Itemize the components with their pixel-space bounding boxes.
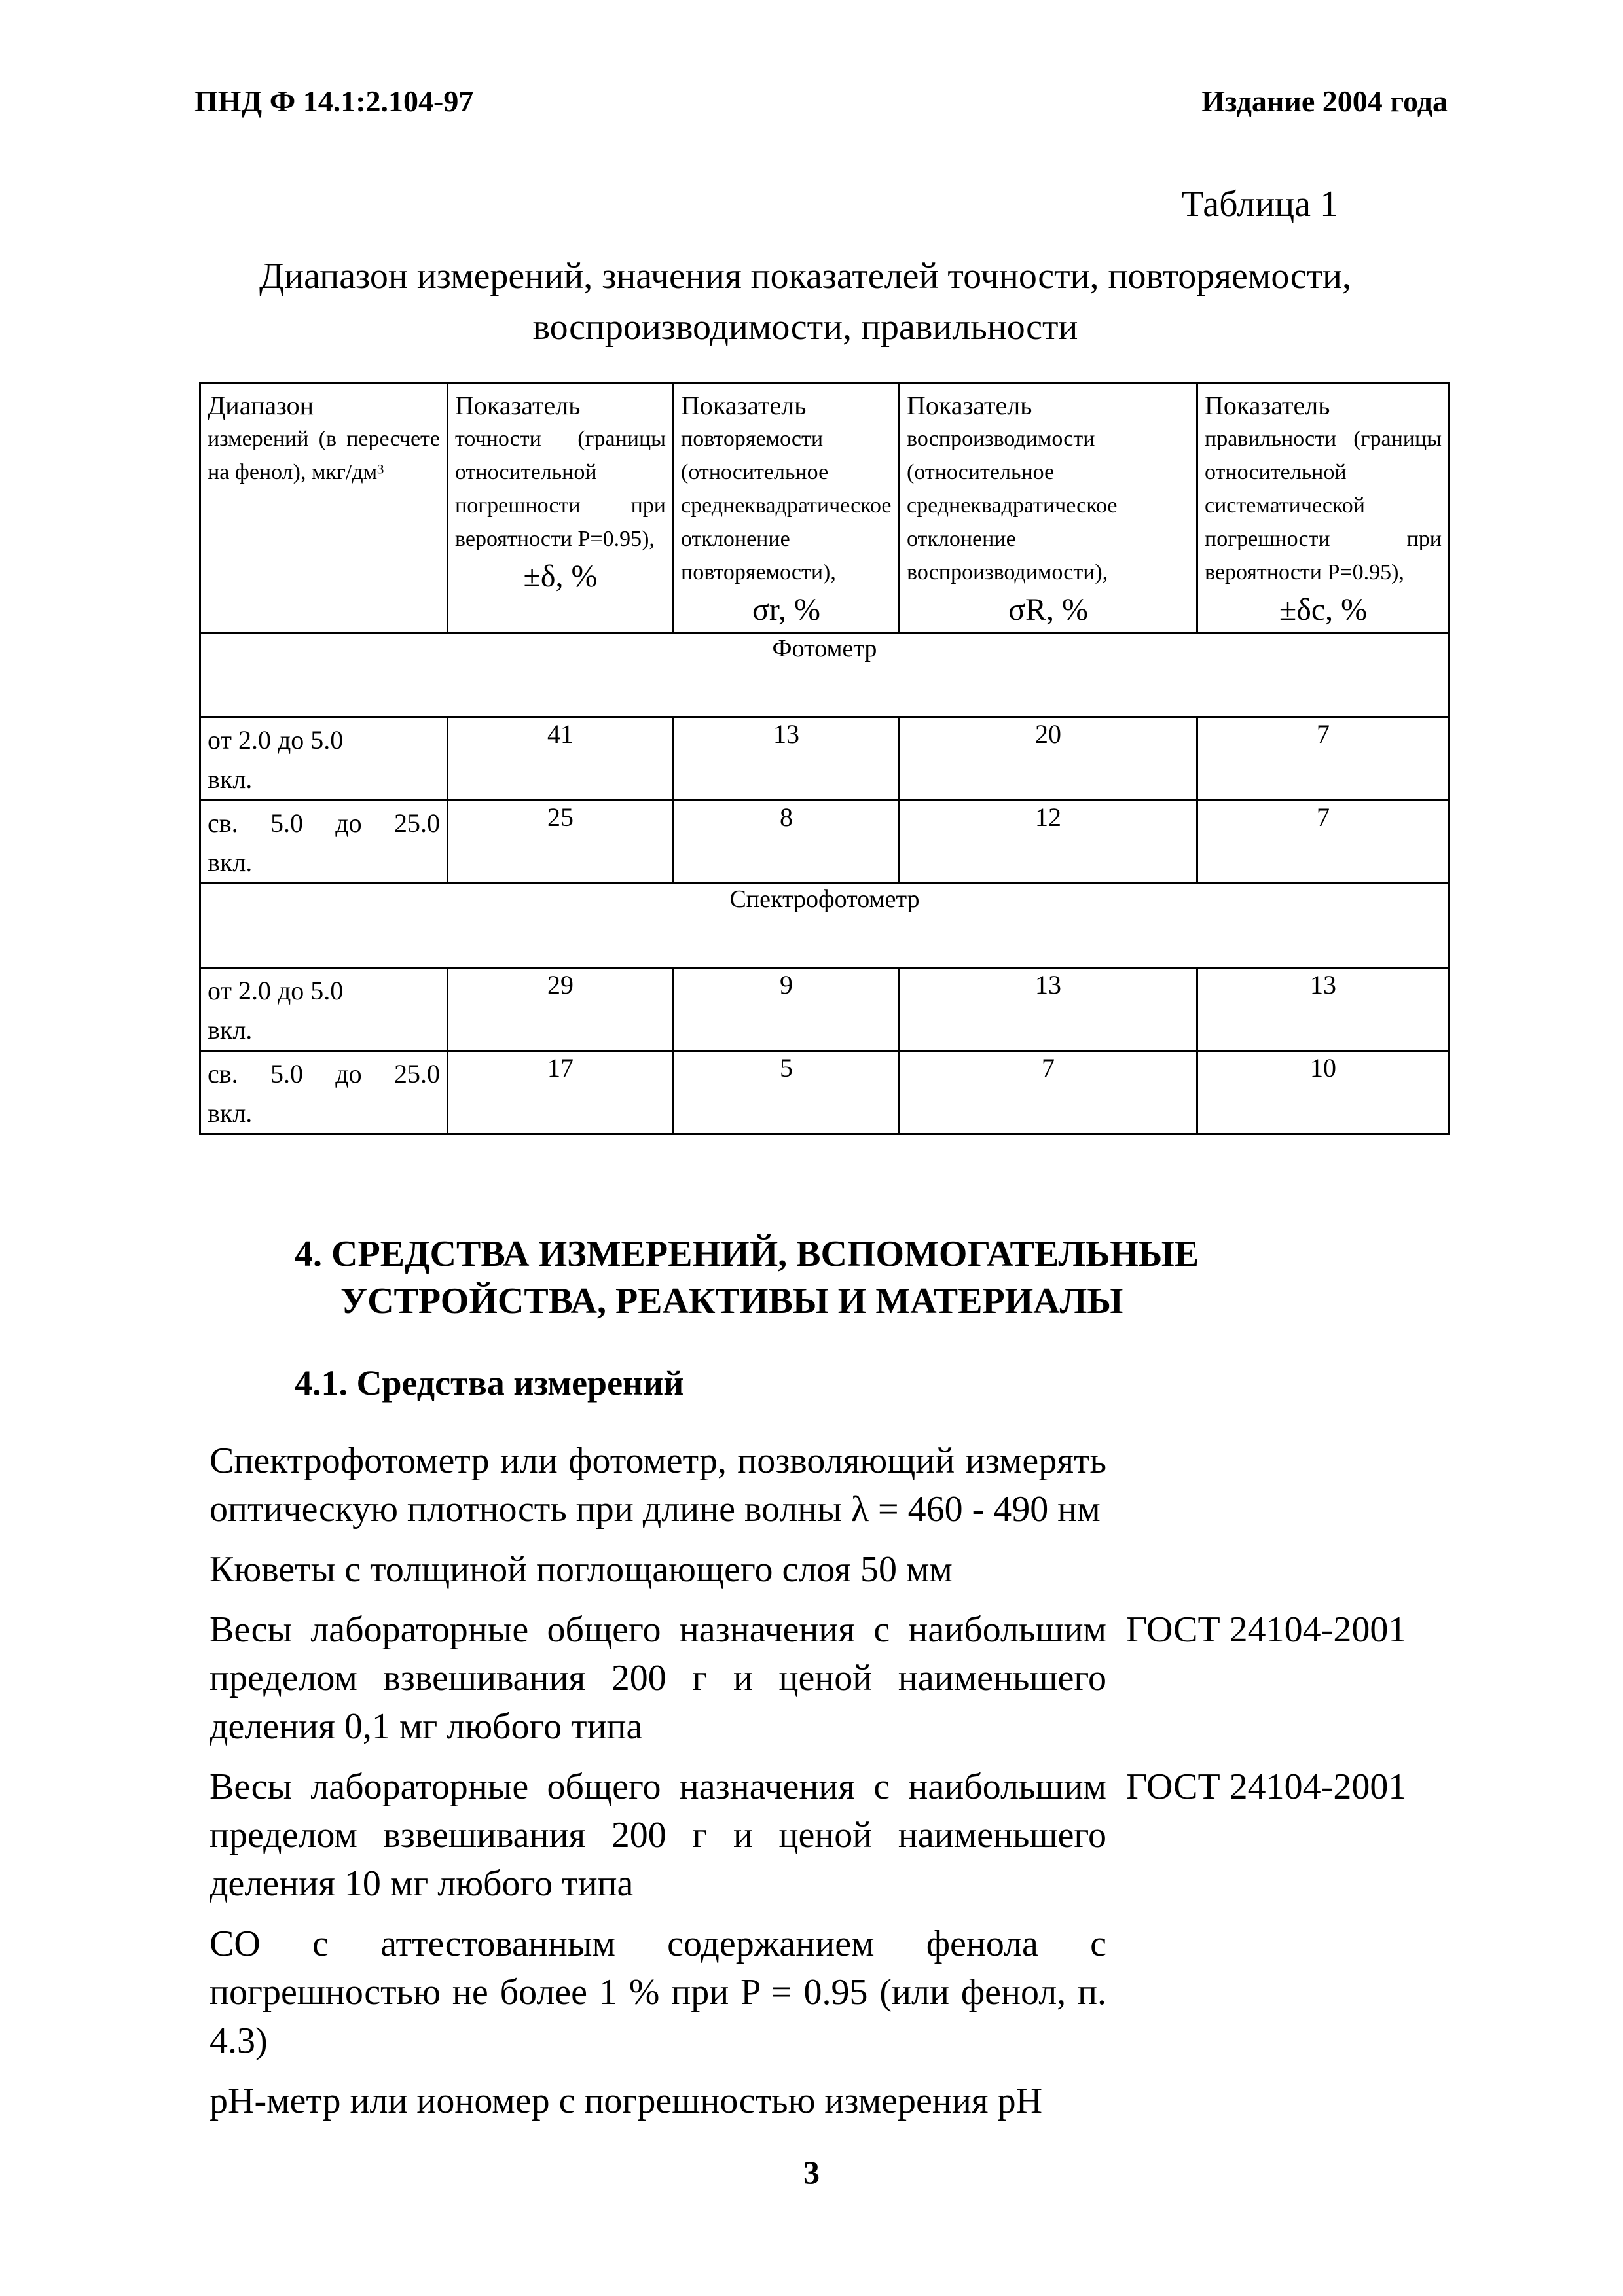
- document-code: ПНД Ф 14.1:2.104-97: [194, 84, 474, 118]
- range-cell: от 2.0 до 5.0 вкл.: [200, 968, 448, 1051]
- value-cell: 7: [1197, 800, 1450, 884]
- list-item: Кюветы с толщиной поглощающего слоя 50 мм: [210, 1549, 953, 1590]
- value-cell: 8: [674, 800, 900, 884]
- list-item: Весы лабораторные общего назначения с наибольшим пределом взвешивания 200 г и ценой наименьшего деления 0,1 мг любого типа ГОСТ 24104-2001: [210, 1605, 1453, 1751]
- range-cell: от 2.0 до 5.0 вкл.: [200, 717, 448, 800]
- header-accuracy: Показатель точности (границы относительной погрешности при вероятности P=0.95), ±δ, %: [448, 383, 674, 633]
- value-cell: 7: [1197, 717, 1450, 800]
- section-label: Фотометр: [200, 633, 1450, 717]
- subsection-4-1-title: 4.1. Средства измерений: [295, 1363, 684, 1403]
- table-row: [200, 968, 1450, 1051]
- precision-table: [199, 382, 1450, 1135]
- symbol-sigma-r: σr, %: [752, 592, 820, 627]
- edition-label: Издание 2004 года: [1201, 84, 1448, 118]
- list-item: Спектрофотометр или фотометр, позволяющий измерять оптическую плотность при длине волны λ = 460 - 490 нм: [210, 1441, 1106, 1530]
- section-4-title-line2: УСТРОЙСТВА, РЕАКТИВЫ И МАТЕРИАЛЫ: [340, 1281, 1123, 1321]
- symbol-sigma-R: σR, %: [1008, 592, 1088, 627]
- value-cell: 20: [900, 717, 1197, 800]
- value-cell: 29: [448, 968, 674, 1051]
- value-cell: 13: [1197, 968, 1450, 1051]
- page-number: 3: [803, 2154, 820, 2191]
- header-trueness: Показатель правильности (границы относительной систематической погрешности при вероятности P=0.95), ±δc, %: [1197, 383, 1450, 633]
- header-reproducibility: Показатель воспроизводимости (относительное среднеквадратическое отклонение воспроизводимости), σR, %: [900, 383, 1197, 633]
- range-cell: св. 5.0 до 25.0 вкл.: [200, 800, 448, 884]
- table-caption-line2: воспроизводимости, правильности: [532, 307, 1078, 348]
- header-range: Диапазон измерений (в пересчете на фенол), мкг/дм³: [200, 383, 448, 633]
- header-repeatability: Показатель повторяемости (относительное среднеквадратическое отклонение повторяемости), σr, %: [674, 383, 900, 633]
- table-caption: [151, 251, 1460, 353]
- section-4-title: [295, 1230, 1199, 1325]
- value-cell: 25: [448, 800, 674, 884]
- symbol-delta-c: ±δc, %: [1279, 592, 1368, 627]
- symbol-delta: ±δ, %: [523, 559, 598, 594]
- range-cell: св. 5.0 до 25.0 вкл.: [200, 1051, 448, 1134]
- value-cell: 9: [674, 968, 900, 1051]
- value-cell: 5: [674, 1051, 900, 1134]
- list-item: рН-метр или иономер с погрешностью измерения рН: [210, 2081, 1043, 2121]
- standard-reference: ГОСТ 24104-2001: [1126, 1767, 1407, 1807]
- value-cell: 10: [1197, 1051, 1450, 1134]
- table-row: [200, 800, 1450, 884]
- table-row: [200, 1051, 1450, 1134]
- value-cell: 13: [674, 717, 900, 800]
- list-item: Весы лабораторные общего назначения с наибольшим пределом взвешивания 200 г и ценой наименьшего деления 10 мг любого типа ГОСТ 24104-2001: [210, 1763, 1453, 1908]
- value-cell: 13: [900, 968, 1197, 1051]
- section-row-photometer: [200, 633, 1450, 717]
- section-label: Спектрофотометр: [200, 884, 1450, 968]
- section-row-spectrophotometer: [200, 884, 1450, 968]
- value-cell: 12: [900, 800, 1197, 884]
- standard-reference: ГОСТ 24104-2001: [1126, 1609, 1407, 1650]
- table-caption-line1: Диапазон измерений, значения показателей точности, повторяемости,: [259, 256, 1352, 296]
- table-row: [200, 717, 1450, 800]
- value-cell: 41: [448, 717, 674, 800]
- measurement-tools-list: [210, 1437, 1453, 2137]
- table-label: Таблица 1: [1181, 184, 1338, 224]
- value-cell: 7: [900, 1051, 1197, 1134]
- table-header-row: [200, 383, 1450, 633]
- value-cell: 17: [448, 1051, 674, 1134]
- list-item: СО с аттестованным содержанием фенола с погрешностью не более 1 % при P = 0.95 (или фенол, п. 4.3): [210, 1924, 1106, 2061]
- section-4-title-line1: 4. СРЕДСТВА ИЗМЕРЕНИЙ, ВСПОМОГАТЕЛЬНЫЕ: [295, 1234, 1199, 1274]
